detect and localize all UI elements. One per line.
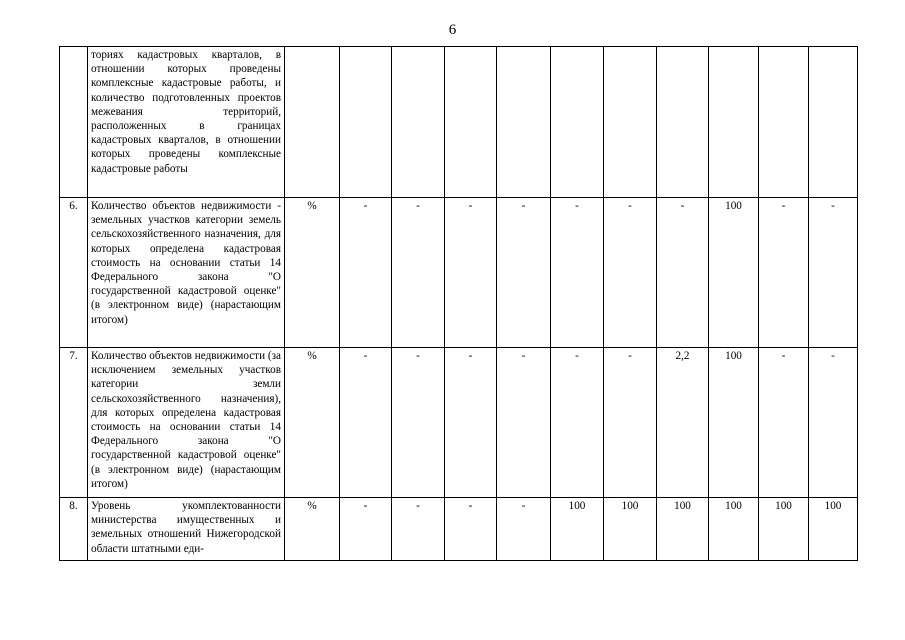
- table-row: [60, 198, 858, 348]
- value-cell: [809, 47, 858, 198]
- value-cell: -: [392, 198, 445, 348]
- value-cell: [392, 47, 445, 198]
- value-cell: -: [809, 198, 858, 348]
- value-cell: [657, 47, 709, 198]
- indicator-name: Уровень укомплектованности министерства имущественных и земельных отношений Нижегородской области штатными еди-: [88, 498, 285, 561]
- value-cell: -: [497, 348, 551, 498]
- value-cell: -: [809, 348, 858, 498]
- indicator-name: Количество объектов недвижимости (за исключением земельных участков категории земли сельскохозяйственного назначения), для которых определена кадастровая стоимость на основании статьи 14 Федерального закона "О государственной кадастровой оценке" (в электронном виде) (нарастающим итогом): [88, 348, 285, 498]
- value-cell: [759, 47, 809, 198]
- page-number: 6: [448, 22, 457, 38]
- value-cell: -: [759, 348, 809, 498]
- unit-cell: %: [285, 348, 340, 498]
- row-number: 7.: [60, 348, 88, 498]
- value-cell: -: [340, 498, 392, 561]
- value-cell: [709, 47, 759, 198]
- table-row: [60, 348, 858, 498]
- value-cell: -: [497, 198, 551, 348]
- value-cell: -: [759, 198, 809, 348]
- value-cell: 100: [709, 498, 759, 561]
- value-cell: 100: [604, 498, 657, 561]
- value-cell: [445, 47, 497, 198]
- value-cell: 100: [709, 198, 759, 348]
- row-number: [60, 47, 88, 198]
- value-cell: -: [497, 498, 551, 561]
- table-row: [60, 47, 858, 198]
- value-cell: -: [604, 198, 657, 348]
- value-cell: 100: [759, 498, 809, 561]
- value-cell: -: [551, 198, 604, 348]
- value-cell: [604, 47, 657, 198]
- table-row: [60, 498, 858, 561]
- value-cell: -: [392, 348, 445, 498]
- value-cell: -: [604, 348, 657, 498]
- unit-cell: [285, 47, 340, 198]
- value-cell: -: [392, 498, 445, 561]
- value-cell: [497, 47, 551, 198]
- row-number: 8.: [60, 498, 88, 561]
- value-cell: [340, 47, 392, 198]
- value-cell: 100: [657, 498, 709, 561]
- unit-cell: %: [285, 498, 340, 561]
- row-number: 6.: [60, 198, 88, 348]
- value-cell: -: [657, 198, 709, 348]
- value-cell: -: [340, 198, 392, 348]
- unit-cell: %: [285, 198, 340, 348]
- value-cell: -: [445, 198, 497, 348]
- value-cell: -: [445, 498, 497, 561]
- value-cell: [551, 47, 604, 198]
- indicators-table: [59, 46, 858, 561]
- value-cell: 100: [809, 498, 858, 561]
- value-cell: -: [551, 348, 604, 498]
- value-cell: 100: [709, 348, 759, 498]
- value-cell: 100: [551, 498, 604, 561]
- indicator-name: ториях кадастровых кварталов, в отношении которых проведены комплексные кадастровые работы, и количество подготовленных проектов межевания территорий, расположенных в границах кадастровых кварталов, в отношении которых проведены комплексные кадастровые работы: [88, 47, 285, 198]
- indicator-name: Количество объектов недвижимости - земельных участков категории земель сельскохозяйственного назначения, для которых определена кадастровая стоимость на основании статьи 14 Федерального закона "О государственной кадастровой оценке" (в электронном виде) (нарастающим итогом): [88, 198, 285, 348]
- value-cell: -: [340, 348, 392, 498]
- value-cell: -: [445, 348, 497, 498]
- value-cell: 2,2: [657, 348, 709, 498]
